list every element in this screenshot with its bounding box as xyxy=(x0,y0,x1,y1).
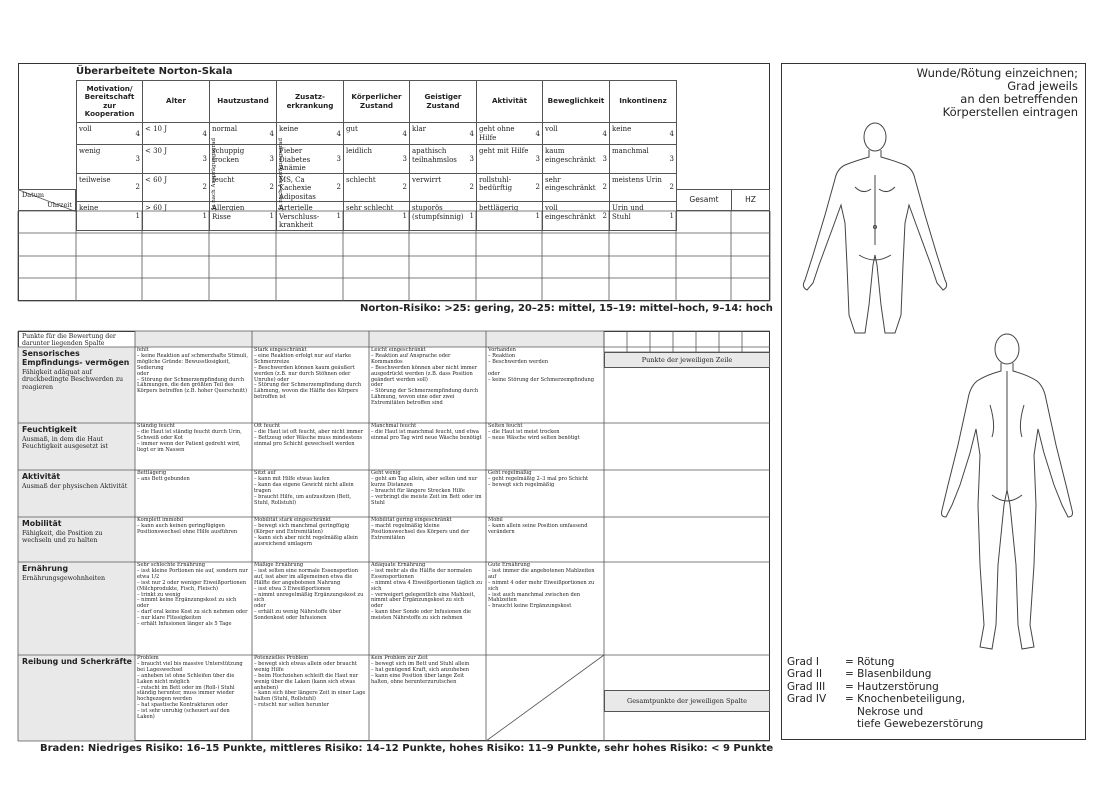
norton-cell-text: meistens Urin xyxy=(612,175,662,184)
norton-cell xyxy=(277,123,344,145)
norton-cell-score: 3 xyxy=(402,154,407,163)
norton-cell-score: 2 xyxy=(535,183,540,191)
braden-cell: Mäßige Ernährung – isst selten eine normale Essensportion auf, isst aber im allgemeinen etwa die Hälfte der angebotenen Nahrung – isst etwa 3 Eiweißportionen – nimmt unregelmäßig Ergänzungskost zu sich oder – erhält zu wenig Nährstoffe über Sondenkost oder Infusionen xyxy=(254,562,364,622)
braden-risk-text: Braden: Niedriges Risiko: 16–15 Punkte, mittleres Risiko: 14–12 Punkte, hohes Risiko: 11–9 Punkte, sehr hohes Risiko: < 9 Punkte xyxy=(40,743,774,754)
braden-cell: Potenzielles Problem – bewegt sich etwas allein oder braucht wenig Hilfe – beim Hochziehen schleift die Haut nur wenig über die Laken (kann sich etwas anheben) – kann sich über längere Zeit in einer Lage halten (Stuhl, Rollstuhl) – rutscht nur selten herunter xyxy=(254,655,366,709)
norton-header-2: Hautzustand xyxy=(210,81,277,123)
norton-cell xyxy=(410,173,477,202)
norton-cell-score: 3 xyxy=(202,154,207,163)
braden-cell: Selten feucht – die Haut ist meist trocken – neue Wäsche wird selten benötigt xyxy=(488,423,580,441)
braden-criterion-desc: Fähigkeit adäquat auf druckbedingte Beschwerden zu reagieren xyxy=(22,369,124,391)
braden-criterion xyxy=(22,657,132,740)
norton-cell-score: 4 xyxy=(602,129,607,138)
braden-cell: Manchmal feucht – die Haut ist manchmal feucht, und etwa einmal pro Tag wird neue Wäsche benötigt xyxy=(371,423,482,441)
norton-cell xyxy=(543,173,610,202)
norton-cell-score: 3 xyxy=(336,154,341,163)
norton-cell-score: 1 xyxy=(669,211,674,220)
norton-cell xyxy=(543,123,610,145)
norton-cell-score: 4 xyxy=(202,129,207,138)
norton-cell-score: 4 xyxy=(269,129,274,138)
norton-cell xyxy=(277,145,344,174)
norton-cell-text: teilweise xyxy=(79,175,111,184)
norton-cell-score: 2 xyxy=(336,183,341,191)
gesamt-header: Gesamt xyxy=(676,189,732,211)
braden-criterion-title: Feuchtigkeit xyxy=(22,425,77,434)
norton-cell-score: 2 xyxy=(135,183,140,191)
norton-header-8: Inkontinenz xyxy=(610,81,677,123)
hz-header: HZ xyxy=(731,189,770,211)
braden-cell: Leicht eingeschränkt – Reaktion auf Ansprache oder Kommandos – Beschwerden können aber nicht immer ausgedrückt werden (z.B. dass Position geändert werden soll) oder – Störung der Schmerzempfindung durch Lähmung, wovon eine oder zwei Extremitäten betroffen sind xyxy=(371,347,479,407)
braden-cell: Geht regelmäßig – geht regelmäßig 2–3 mal pro Schicht – bewegt sich regelmäßig xyxy=(488,470,589,488)
norton-cell-text: < 30 J xyxy=(145,147,168,155)
uhrzeit-label: Uhrzeit xyxy=(47,201,72,209)
braden-cell: Stark eingeschränkt – eine Reaktion erfolgt nur auf starke Schmerzreize – Beschwerden können kaum geäußert werden (z.B. nur durch Stöhnen oder Unruhe) oder – Störung der Schmerzempfindung durch Lähmung, wovon die Hälfte des Körpers betroffen ist xyxy=(254,347,362,401)
braden-cell: Geht wenig – geht am Tag allein, aber selten und nur kurze Distanzen – braucht für längere Strecken Hilfe – verbringt die meiste Zeit im Bett oder im Stuhl xyxy=(371,470,482,506)
norton-cell-text: Allergien Risse xyxy=(212,204,245,221)
norton-cell-score: 3 xyxy=(469,154,474,163)
instruction-line: an den betreffenden xyxy=(960,92,1078,106)
braden-criterion xyxy=(22,349,132,422)
norton-cell xyxy=(344,123,410,145)
shade-cell xyxy=(135,331,604,347)
braden-cell: Adäquate Ernährung – isst mehr als die Hälfte der normalen Essensportionen – nimmt etwa 4 Eiweißportionen täglich zu sich – verweigert gelegentlich eine Mahlzeit, nimmt aber Ergänzungskost zu sich oder – kann über Sonde oder Infusionen die meisten Nährstoffe zu sich nehmen xyxy=(371,562,483,622)
norton-cell-text: keine xyxy=(279,125,299,133)
braden-cell: Problem – braucht viel bis massive Unterstützung bei Lageswechsel – anheben ist ohne Schleifen über die Laken nicht möglich – rutscht im Bett oder im (Roll-) Stuhl ständig herunter, muss immer wieder hochgezogen werden – hat spastische Kontrakturen oder – ist sehr unruhig (scheuert auf den Laken) xyxy=(137,655,243,721)
norton-table xyxy=(76,80,677,231)
norton-cell xyxy=(210,123,277,145)
norton-cell-score: 3 xyxy=(135,154,140,163)
grade-label: Grad III xyxy=(787,680,826,693)
norton-cell-text: rollstuhl- bedürftig xyxy=(479,175,513,192)
braden-criterion xyxy=(22,425,132,469)
norton-cell-score: 2 xyxy=(602,211,607,220)
grade-desc: tiefe Gewebezerstörung xyxy=(857,718,984,731)
braden-cell: Bettlägerig – ans Bett gebunden xyxy=(137,470,190,482)
grade-label: Grad I xyxy=(787,656,819,668)
braden-cell: Sehr schlechte Ernährung – isst kleine Portionen nie auf, sondern nur etwa 1/2 – isst nur 2 oder weniger Eiweißportionen (Milchprodukte, Fisch, Fleisch) – trinkt zu wenig – nimmt keine Ergänzungskost zu sich oder – darf oral keine Kost zu sich nehmen oder – nur klare Flüssigkeiten – erhält Infusionen länger als 5 Tage xyxy=(137,562,248,628)
braden-criterion-desc: Ausmaß, in dem die Haut Feuchtigkeit ausgesetzt ist xyxy=(22,436,108,451)
norton-cell-score: 2 xyxy=(402,183,407,191)
norton-cell-text: voll xyxy=(79,125,92,133)
norton-cell-score: 4 xyxy=(669,129,674,138)
norton-cell-text: normal xyxy=(212,125,238,133)
norton-cell-score: 2 xyxy=(669,183,674,191)
grade-desc: Nekrose und xyxy=(857,705,924,718)
norton-row xyxy=(77,123,677,145)
norton-cell-text: apathisch teilnahmslos xyxy=(412,147,457,164)
norton-header-6: Aktivität xyxy=(477,81,543,123)
norton-cell xyxy=(477,123,543,145)
body-front-figure xyxy=(785,115,965,335)
braden-criterion xyxy=(22,472,132,516)
norton-cell-score: 3 xyxy=(269,154,274,163)
braden-criterion-title: Reibung und Scherkräfte xyxy=(22,657,132,666)
braden-criterion-desc: Ernährungsgewohnheiten xyxy=(22,575,106,582)
norton-cell xyxy=(543,145,610,174)
norton-cell-text: feucht xyxy=(212,175,235,184)
braden-criterion-title: Aktivität xyxy=(22,472,61,481)
norton-cell-text: gut xyxy=(346,125,358,133)
norton-cell xyxy=(77,123,143,145)
norton-cell-score: 4 xyxy=(336,129,341,138)
norton-cell-text: leidlich xyxy=(346,147,373,155)
norton-cell-text: manchmal xyxy=(612,147,649,155)
norton-cell-score: 4 xyxy=(135,129,140,138)
norton-cell-score: 1 xyxy=(469,211,474,220)
braden-cell: Mobilität stark eingeschränkt – bewegt sich manchmal geringfügig (Körper und Extremitäten) – kann sich aber nicht regelmäßig allein ausreichend umlagern xyxy=(254,517,358,547)
grade-label: Grad II xyxy=(787,668,823,681)
norton-cell-score: 2 xyxy=(469,183,474,191)
grade-label: Grad IV xyxy=(787,693,827,706)
norton-cell-text: voll xyxy=(545,125,558,133)
norton-cell-text: MS, Ca Kachexie Adipositas xyxy=(279,175,316,201)
norton-cell-score: 1 xyxy=(535,211,540,220)
norton-cell xyxy=(143,123,210,145)
norton-cell-text: Fieber Diabetes Anämie xyxy=(279,147,311,172)
grade-row xyxy=(787,718,1077,730)
norton-cell-text: Urin und Stuhl xyxy=(612,204,644,221)
norton-cell-text: klar xyxy=(412,125,426,133)
norton-vertical-note-haut: Je nach Ausprägungsgrad xyxy=(211,137,217,210)
norton-cell xyxy=(410,145,477,174)
braden-criterion-title: Sensorisches Empfindungs- vermögen xyxy=(22,349,130,367)
norton-cell xyxy=(143,145,210,174)
norton-cell-text: sehr schlecht xyxy=(346,204,394,212)
norton-cell xyxy=(344,145,410,174)
norton-cell xyxy=(410,123,477,145)
norton-cell-score: 1 xyxy=(402,211,407,220)
grade-legend xyxy=(787,656,1077,730)
norton-cell-text: stuporös (stumpfsinnig) xyxy=(412,204,464,221)
norton-cell xyxy=(210,173,277,202)
norton-header-0: Motivation/ Bereitschaft zur Kooperation xyxy=(77,81,143,123)
braden-criterion xyxy=(22,519,132,561)
norton-cell-text: wenig xyxy=(79,147,101,155)
norton-cell xyxy=(610,173,677,202)
datum-uhrzeit-cell xyxy=(18,189,76,211)
norton-cell xyxy=(610,123,677,145)
norton-cell-text: > 60 J xyxy=(145,204,168,212)
grade-row xyxy=(787,668,1077,680)
gesamtpunkte-label: Gesamtpunkte der jeweiligen Spalte xyxy=(604,690,770,712)
norton-cell-score: 4 xyxy=(469,129,474,138)
norton-title: Überarbeitete Norton-Skala xyxy=(76,66,233,77)
body-back-figure xyxy=(932,325,1082,655)
braden-criterion xyxy=(22,564,132,654)
norton-cell-score: 3 xyxy=(669,154,674,163)
norton-cell xyxy=(277,173,344,202)
braden-cell: Sitzt auf – kann mit Hilfe etwas laufen – kann das eigene Gewicht nicht allein tragen – braucht Hilfe, um aufzusitzen (Bett, Stuhl, Rollstuhl) xyxy=(254,470,354,506)
norton-header-7: Beweglichkeit xyxy=(543,81,610,123)
norton-cell xyxy=(143,173,210,202)
braden-cell: Kein Problem zur Zeit – bewegt sich im Bett und Stuhl allein – hat genügend Kraft, sich anzuheben – kann eine Position über lange Zeit halten, ohne herunterzurutschen xyxy=(371,655,470,685)
norton-cell-text: geht ohne Hilfe xyxy=(479,125,515,142)
grade-row xyxy=(787,706,1077,718)
instruction-line: Grad jeweils xyxy=(1007,79,1078,93)
braden-cell: fehlt – keine Reaktion auf schmerzhafte Stimuli, mögliche Gründe: Bewusstlosigkeit, Sedierung oder – Störung der Schmerzempfindung durch Lähmungen, die den größten Teil des Körpers betreffen (z.B. hoher Querschnitt) xyxy=(137,347,248,395)
norton-cell-score: 1 xyxy=(336,211,341,220)
norton-entry-grid xyxy=(18,211,770,301)
grade-row xyxy=(787,693,1077,705)
grade-row xyxy=(787,656,1077,668)
braden-cell xyxy=(488,656,601,740)
norton-header-1: Alter xyxy=(143,81,210,123)
grade-desc: = Rötung xyxy=(845,656,895,668)
braden-cell: Komplett immobil – kann auch keinen geringfügigen Positionswechsel ohne Hilfe ausführen xyxy=(137,517,238,535)
norton-header-4: Körperlicher Zustand xyxy=(344,81,410,123)
norton-cell-text: voll eingeschränkt xyxy=(545,204,596,221)
braden-criterion-title: Ernährung xyxy=(22,564,69,573)
grade-label xyxy=(787,706,845,718)
norton-cell xyxy=(344,173,410,202)
norton-cell-score: 4 xyxy=(402,129,407,138)
norton-cell xyxy=(610,145,677,174)
norton-cell-text: < 60 J xyxy=(145,175,168,184)
braden-criterion-desc: Ausmaß der physischen Aktivität xyxy=(22,483,128,490)
norton-row xyxy=(77,145,677,174)
norton-cell-score: 1 xyxy=(135,211,140,220)
grade-desc: = Blasenbildung xyxy=(845,668,932,681)
norton-cell-text: geht mit Hilfe xyxy=(479,147,529,155)
norton-header-5: Geistiger Zustand xyxy=(410,81,477,123)
norton-cell-text: sehr eingeschränkt xyxy=(545,175,596,192)
norton-risk-text: Norton-Risiko: >25: gering, 20–25: mittel, 15–19: mittel–hoch, 9–14: hoch xyxy=(360,303,773,314)
braden-criterion-desc: Fähigkeit, die Position zu wechseln und zu halten xyxy=(22,530,103,545)
braden-cell: Mobil – kann allein seine Position umfassend verändern xyxy=(488,517,588,535)
norton-cell-score: 2 xyxy=(269,183,274,191)
norton-cell xyxy=(477,145,543,174)
norton-cell xyxy=(77,145,143,174)
punkte-zeile-label: Punkte der jeweiligen Zeile xyxy=(604,352,770,368)
instruction-line: Körperstellen eintragen xyxy=(942,105,1078,119)
datum-label: Datum xyxy=(22,191,45,199)
norton-cell-score: 3 xyxy=(535,154,540,163)
norton-cell-score: 2 xyxy=(602,183,607,191)
braden-cell: Gute Ernährung – isst immer die angebotenen Mahlzeiten auf – nimmt 4 oder mehr Eiweißportionen zu sich – isst auch manchmal zwischen den Mahlzeiten – braucht keine Ergänzungskost xyxy=(488,562,595,610)
wound-instruction xyxy=(880,67,1078,119)
braden-cell: Mobilität gering eingeschränkt – macht regelmäßig kleine Positionswechsel des Körpers und der Extremitäten xyxy=(371,517,470,541)
norton-header-3: Zusatz- erkrankung xyxy=(277,81,344,123)
grade-row xyxy=(787,681,1077,693)
grade-label xyxy=(787,718,845,730)
norton-cell-text: < 10 J xyxy=(145,125,168,133)
braden-cell: Ständig feucht – die Haut ist ständig feucht durch Urin, Schweiß oder Kot – immer wenn der Patient gedreht wird, liegt er im Nassen xyxy=(137,423,242,453)
norton-cell-score: 1 xyxy=(269,211,274,220)
norton-cell-score: 3 xyxy=(602,154,607,163)
norton-cell xyxy=(210,145,277,174)
norton-cell-text: keine xyxy=(612,125,632,133)
norton-cell-score: 2 xyxy=(202,183,207,191)
norton-cell-score: 1 xyxy=(202,211,207,220)
norton-vertical-note-zusatz: Je nach Ausprägungsgrad xyxy=(278,137,284,210)
norton-cell-text: schuppig trocken xyxy=(212,147,245,164)
norton-cell-text: schlecht xyxy=(346,175,376,184)
braden-cell: Vorhanden – Reaktion – Beschwerden werden oder – keine Störung der Schmerzempfindung xyxy=(488,347,595,383)
norton-cell xyxy=(477,173,543,202)
grade-desc: = Hautzerstörung xyxy=(845,680,939,693)
norton-cell-text: keine xyxy=(79,204,99,212)
norton-cell-text: bettlägerig xyxy=(479,204,519,212)
norton-cell-text: kaum eingeschränkt xyxy=(545,147,596,164)
norton-cell xyxy=(77,173,143,202)
braden-cell: Oft feucht – die Haut ist oft feucht, aber nicht immer – Bettzeug oder Wäsche muss mindestens einmal pro Schicht gewechselt werden xyxy=(254,423,364,447)
braden-criterion-title: Mobilität xyxy=(22,519,62,528)
norton-row xyxy=(77,173,677,202)
instruction-line: Wunde/Rötung einzeichnen; xyxy=(916,66,1078,80)
grade-desc: = Knochenbeteiligung, xyxy=(845,693,966,706)
norton-cell-text: Arterielle Verschluss- krankheit xyxy=(279,204,320,229)
norton-cell-text: verwirrt xyxy=(412,175,442,184)
braden-corner: Punkte für die Bewertung der darunter liegenden Spalte xyxy=(22,333,116,347)
norton-cell-score: 4 xyxy=(535,129,540,138)
